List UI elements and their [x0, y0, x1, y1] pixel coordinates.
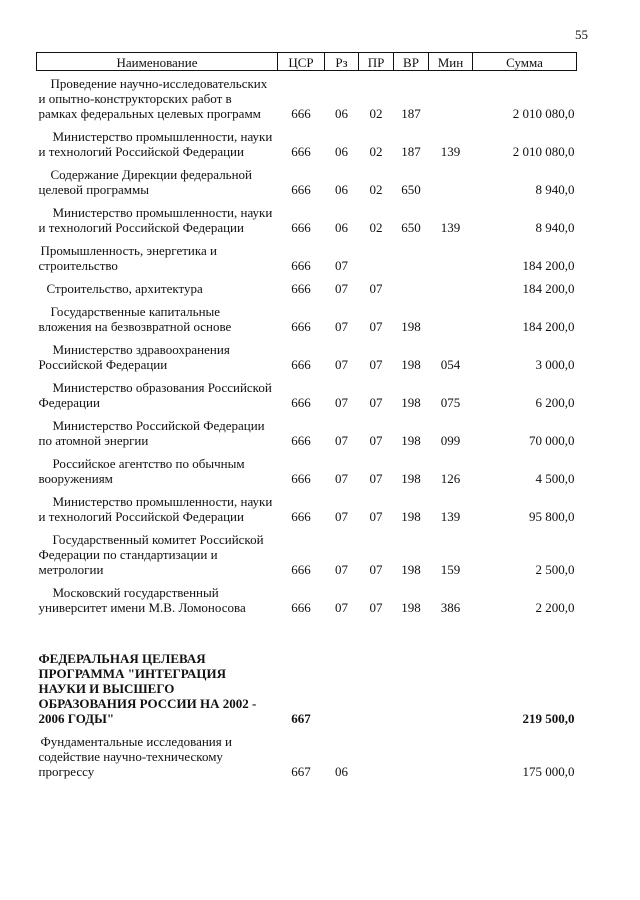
- row-pr: 07: [369, 509, 383, 524]
- table-row: [37, 71, 577, 125]
- page-number: 55: [575, 27, 588, 42]
- row-vr: [394, 276, 429, 299]
- table-row: [37, 527, 577, 580]
- row-csr: 666: [291, 509, 311, 524]
- row-csr: 666: [291, 144, 311, 159]
- table-header-row: [37, 53, 577, 71]
- row-rz: 06: [335, 182, 348, 197]
- row-sum: 175 000,0: [522, 764, 575, 779]
- row-pr: 07: [369, 471, 383, 486]
- row-rz: 07: [335, 357, 348, 372]
- header-vr: ВР: [394, 53, 429, 71]
- row-vr: [394, 238, 429, 276]
- table-row: [37, 124, 577, 162]
- header-csr: ЦСР: [278, 53, 325, 71]
- row-csr: 666: [291, 471, 311, 486]
- row-pr: 07: [369, 357, 383, 372]
- row-min: 159: [440, 562, 461, 577]
- row-vr: 198: [401, 319, 421, 334]
- row-vr: 198: [401, 509, 421, 524]
- row-rz: 06: [335, 106, 348, 121]
- row-rz: 06: [335, 220, 348, 235]
- row-rz: 07: [335, 395, 348, 410]
- row-sum: 95 800,0: [529, 509, 575, 524]
- row-vr: 187: [401, 144, 421, 159]
- row-name: Проведение научно-исследовательских и опытно-конструкторских работ в рамках федеральных целевых программ: [38, 76, 268, 121]
- row-pr: 02: [369, 144, 383, 159]
- program-row: [37, 646, 577, 729]
- row-csr: 666: [291, 281, 311, 296]
- row-min: 139: [440, 509, 461, 524]
- row-name: Министерство промышленности, науки и технологий Российской Федерации: [38, 205, 273, 235]
- row-vr: 198: [401, 562, 421, 577]
- row-min: 126: [440, 471, 461, 486]
- row-rz: 06: [335, 764, 348, 779]
- row-name: Государственные капитальные вложения на безвозвратной основе: [38, 304, 232, 334]
- row-vr: 650: [401, 220, 421, 235]
- row-min: [429, 71, 473, 125]
- row-pr: 07: [369, 281, 383, 296]
- row-rz: 07: [335, 471, 348, 486]
- row-rz: 07: [335, 258, 348, 273]
- row-csr: 667: [291, 764, 311, 779]
- row-pr: 02: [369, 106, 383, 121]
- row-sum: 184 200,0: [522, 281, 575, 296]
- row-rz: 07: [335, 562, 348, 577]
- table-row: [37, 729, 577, 782]
- row-sum: 8 940,0: [535, 182, 575, 197]
- row-sum: 2 200,0: [535, 600, 575, 615]
- row-sum: 184 200,0: [522, 319, 575, 334]
- row-rz: 07: [335, 281, 348, 296]
- header-name: Наименование: [37, 53, 278, 71]
- program-sum: 219 500,0: [522, 711, 575, 726]
- row-min: 075: [440, 395, 461, 410]
- row-vr: [394, 729, 429, 782]
- table-row: [37, 489, 577, 527]
- table-row: [37, 200, 577, 238]
- row-name: Российское агентство по обычным вооружениям: [38, 456, 245, 486]
- row-csr: 666: [291, 319, 311, 334]
- row-min: [429, 299, 473, 337]
- row-name: Министерство здравоохранения Российской Федерации: [38, 342, 230, 372]
- row-pr: [359, 238, 394, 276]
- table-row: [37, 238, 577, 276]
- row-vr: 198: [401, 471, 421, 486]
- row-min: 054: [440, 357, 461, 372]
- row-sum: 3 000,0: [535, 357, 575, 372]
- row-csr: 666: [291, 562, 311, 577]
- row-vr: 650: [401, 182, 421, 197]
- row-pr: 02: [369, 182, 383, 197]
- row-name: Министерство промышленности, науки и технологий Российской Федерации: [38, 129, 273, 159]
- row-rz: 07: [335, 600, 348, 615]
- row-min: [429, 276, 473, 299]
- row-csr: 666: [291, 106, 311, 121]
- table-spacer: [37, 618, 577, 646]
- row-vr: 198: [401, 433, 421, 448]
- header-rz: Рз: [325, 53, 359, 71]
- row-csr: 666: [291, 433, 311, 448]
- row-sum: 70 000,0: [529, 433, 575, 448]
- row-name: Государственный комитет Российской Федерации по стандартизации и метрологии: [38, 532, 264, 577]
- row-name: Строительство, архитектура: [46, 281, 203, 296]
- row-csr: 666: [291, 258, 311, 273]
- row-name: Содержание Дирекции федеральной целевой программы: [38, 167, 253, 197]
- row-sum: 2 500,0: [535, 562, 575, 577]
- row-min: [429, 729, 473, 782]
- row-sum: 4 500,0: [535, 471, 575, 486]
- row-min: [429, 162, 473, 200]
- row-min: [429, 238, 473, 276]
- row-csr: 666: [291, 600, 311, 615]
- row-rz: 06: [335, 144, 348, 159]
- header-min: Мин: [429, 53, 473, 71]
- row-vr: 187: [401, 106, 421, 121]
- table-row: [37, 299, 577, 337]
- row-vr: 198: [401, 357, 421, 372]
- row-pr: 07: [369, 319, 383, 334]
- row-pr: 02: [369, 220, 383, 235]
- row-vr: 198: [401, 395, 421, 410]
- row-sum: 2 010 080,0: [512, 106, 575, 121]
- row-sum: 8 940,0: [535, 220, 575, 235]
- row-sum: 184 200,0: [522, 258, 575, 273]
- table-row: [37, 276, 577, 299]
- program-name: ФЕДЕРАЛЬНАЯ ЦЕЛЕВАЯ ПРОГРАММА "ИНТЕГРАЦИЯ НАУКИ И ВЫСШЕГО ОБРАЗОВАНИЯ РОССИИ НА 2002 - 2006 ГОДЫ": [38, 651, 257, 726]
- row-sum: 6 200,0: [535, 395, 575, 410]
- row-csr: 666: [291, 182, 311, 197]
- row-name: Московский государственный университет имени М.В. Ломоносова: [38, 585, 246, 615]
- row-pr: [359, 729, 394, 782]
- row-csr: 666: [291, 357, 311, 372]
- row-min: 099: [440, 433, 461, 448]
- row-pr: 07: [369, 562, 383, 577]
- row-min: 386: [440, 600, 461, 615]
- row-min: 139: [440, 144, 461, 159]
- row-rz: 07: [335, 509, 348, 524]
- row-csr: 666: [291, 220, 311, 235]
- row-name: Министерство промышленности, науки и технологий Российской Федерации: [38, 494, 273, 524]
- budget-table: [36, 52, 577, 782]
- table-row: [37, 451, 577, 489]
- row-pr: 07: [369, 433, 383, 448]
- table-row: [37, 337, 577, 375]
- row-rz: 07: [335, 319, 348, 334]
- row-name: Министерство Российской Федерации по атомной энергии: [38, 418, 265, 448]
- row-vr: 198: [401, 600, 421, 615]
- row-name: Фундаментальные исследования и содействие научно-техническому прогрессу: [38, 734, 232, 779]
- row-pr: 07: [369, 600, 383, 615]
- table-row: [37, 375, 577, 413]
- row-min: 139: [440, 220, 461, 235]
- row-name: Министерство образования Российской Федерации: [38, 380, 272, 410]
- header-sum: Сумма: [473, 53, 577, 71]
- row-name: Промышленность, энергетика и строительство: [38, 243, 217, 273]
- row-csr: 666: [291, 395, 311, 410]
- table-row: [37, 580, 577, 618]
- program-csr: 667: [291, 711, 311, 726]
- header-pr: ПР: [359, 53, 394, 71]
- row-rz: 07: [335, 433, 348, 448]
- row-sum: 2 010 080,0: [512, 144, 575, 159]
- table-row: [37, 162, 577, 200]
- table-row: [37, 413, 577, 451]
- row-pr: 07: [369, 395, 383, 410]
